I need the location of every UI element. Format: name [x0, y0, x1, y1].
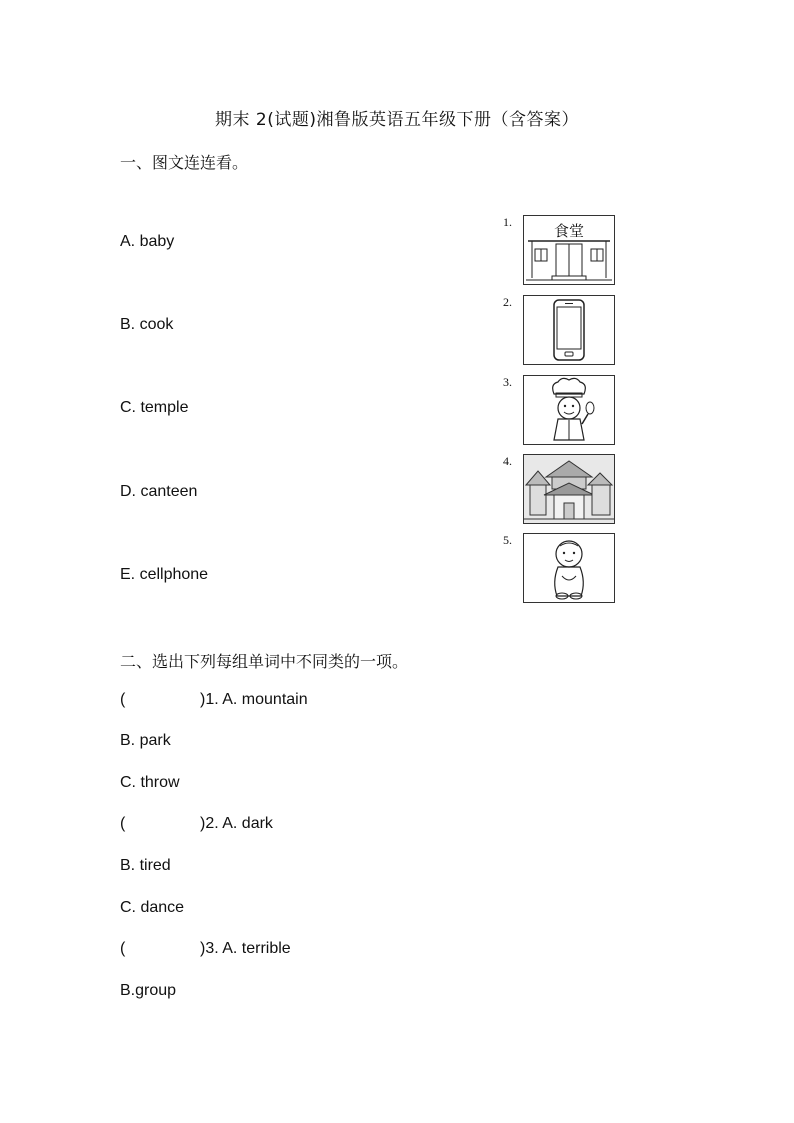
picture-item-5 — [503, 533, 615, 603]
match-word-e: E. cellphone — [120, 566, 209, 583]
answer-blank: ( — [120, 815, 126, 832]
match-word-c: C. temple — [120, 399, 189, 416]
picture-number: 1. — [503, 215, 512, 229]
picture-number: 5. — [503, 533, 512, 547]
temple-icon — [523, 454, 615, 524]
option-line: C. dance — [120, 899, 185, 916]
canteen-building-icon — [523, 215, 615, 285]
question-line — [120, 940, 291, 958]
picture-number: 3. — [503, 375, 512, 389]
question-line — [120, 691, 308, 709]
question-text: )2. A. dark — [200, 815, 273, 832]
baby-icon — [523, 533, 615, 603]
answer-blank: ( — [120, 691, 126, 708]
option-line: B.group — [120, 982, 177, 999]
match-word-d: D. canteen — [120, 483, 198, 500]
option-line: B. tired — [120, 857, 171, 874]
page-title: 期末 2(试题)湘鲁版英语五年级下册（含答案） — [215, 110, 579, 130]
answer-blank: ( — [120, 940, 126, 957]
cook-chef-icon — [523, 375, 615, 445]
option-line: C. throw — [120, 774, 180, 791]
question-text: )1. A. mountain — [200, 691, 308, 708]
match-word-b: B. cook — [120, 316, 174, 333]
picture-item-3 — [503, 375, 615, 445]
cellphone-icon — [523, 295, 615, 365]
picture-item-2 — [503, 295, 615, 365]
picture-item-1 — [503, 215, 615, 285]
question-text: )3. A. terrible — [200, 940, 291, 957]
question-line — [120, 815, 273, 833]
picture-item-4 — [503, 454, 615, 524]
section2-heading: 二、选出下列每组单词中不同类的一项。 — [120, 652, 409, 671]
option-line: B. park — [120, 732, 171, 749]
picture-number: 4. — [503, 454, 512, 468]
picture-number: 2. — [503, 295, 512, 309]
section1-heading: 一、图文连连看。 — [120, 153, 249, 172]
match-word-a: A. baby — [120, 233, 175, 250]
canteen-sign-text: 食堂 — [553, 222, 585, 240]
